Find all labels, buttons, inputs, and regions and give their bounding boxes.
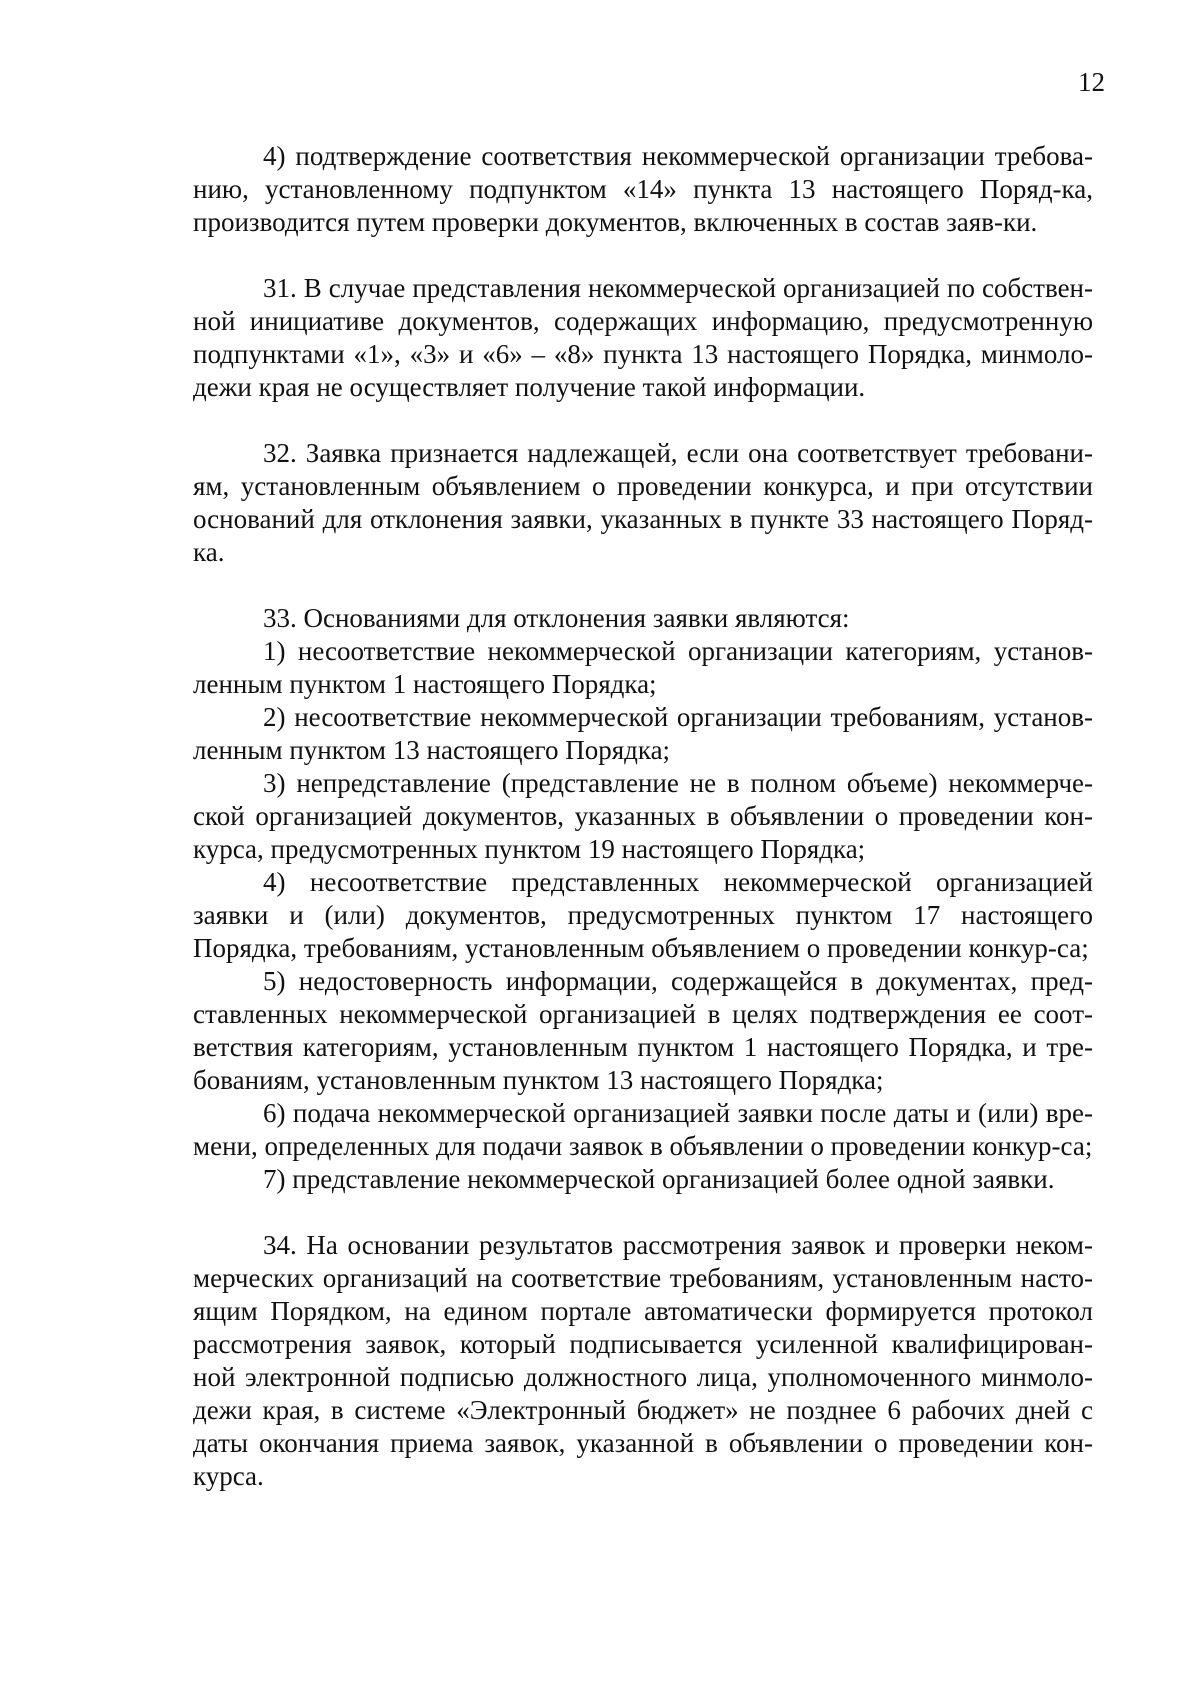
paragraph-31: 31. В случае представления некоммерческой организацией по собствен-ной инициативе документов, содержащих информацию, предусмотренную подпунктами «1», «3» и «6» – «8» пункта 13 настоящего Порядка, минмоло-дежи края не осуществляет получение такой информации. [193, 273, 1093, 402]
list-item: 7) представление некоммерческой организацией более одной заявки. [263, 1164, 1055, 1194]
document-body [193, 140, 1093, 1493]
paragraph-34: 34. На основании результатов рассмотрения заявок и проверки неком-мерческих организаций на соответствие требованиям, установленным насто-ящим Порядком, на едином портале автоматически формируется протокол рассмотрения заявок, который подписывается усиленной квалифицирован-ной электронной подписью должностного лица, уполномоченного минмоло-дежи края, в системе «Электронный бюджет» не позднее 6 рабочих дней с даты окончания приема заявок, указанной в объявлении о проведении кон-курса. [193, 1230, 1093, 1491]
list-item: 2) несоответствие некоммерческой организации требованиям, установ-ленным пунктом 13 настоящего Порядка; [193, 702, 1093, 765]
page-number: 12 [1078, 67, 1105, 97]
list-item: 4) несоответствие представленных некоммерческой организацией заявки и (или) документов, предусмотренных пунктом 17 настоящего Порядка, требованиям, установленным объявлением о проведении конкур-са; [193, 867, 1093, 963]
list-item: 3) непредставление (представление не в полном объеме) некоммерче-ской организацией документов, указанных в объявлении о проведении кон-курса, предусмотренных пунктом 19 настоящего Порядка; [193, 768, 1093, 864]
paragraph: 4) подтверждение соответствия некоммерческой организации требова-нию, установленному подпунктом «14» пункта 13 настоящего Поряд-ка, производится путем проверки документов, включенных в состав заяв-ки. [193, 141, 1093, 237]
list-item: 1) несоответствие некоммерческой организации категориям, установ-ленным пунктом 1 настоящего Порядка; [193, 636, 1093, 699]
list-item: 5) недостоверность информации, содержащейся в документах, пред-ставленных некоммерческой организацией в целях подтверждения ее соот-ветствия категориям, установленным пунктом 1 настоящего Порядка, и тре-бованиям, установленным пунктом 13 настоящего Порядка; [193, 966, 1093, 1095]
list-item: 6) подача некоммерческой организацией заявки после даты и (или) вре-мени, определенных для подачи заявок в объявлении о проведении конкур-са; [193, 1098, 1093, 1161]
paragraph-32: 32. Заявка признается надлежащей, если она соответствует требовани-ям, установленным объявлением о проведении конкурса, и при отсутствии оснований для отклонения заявки, указанных в пункте 33 настоящего Поряд-ка. [193, 438, 1093, 567]
paragraph-33: 33. Основаниями для отклонения заявки являются: [263, 603, 850, 633]
